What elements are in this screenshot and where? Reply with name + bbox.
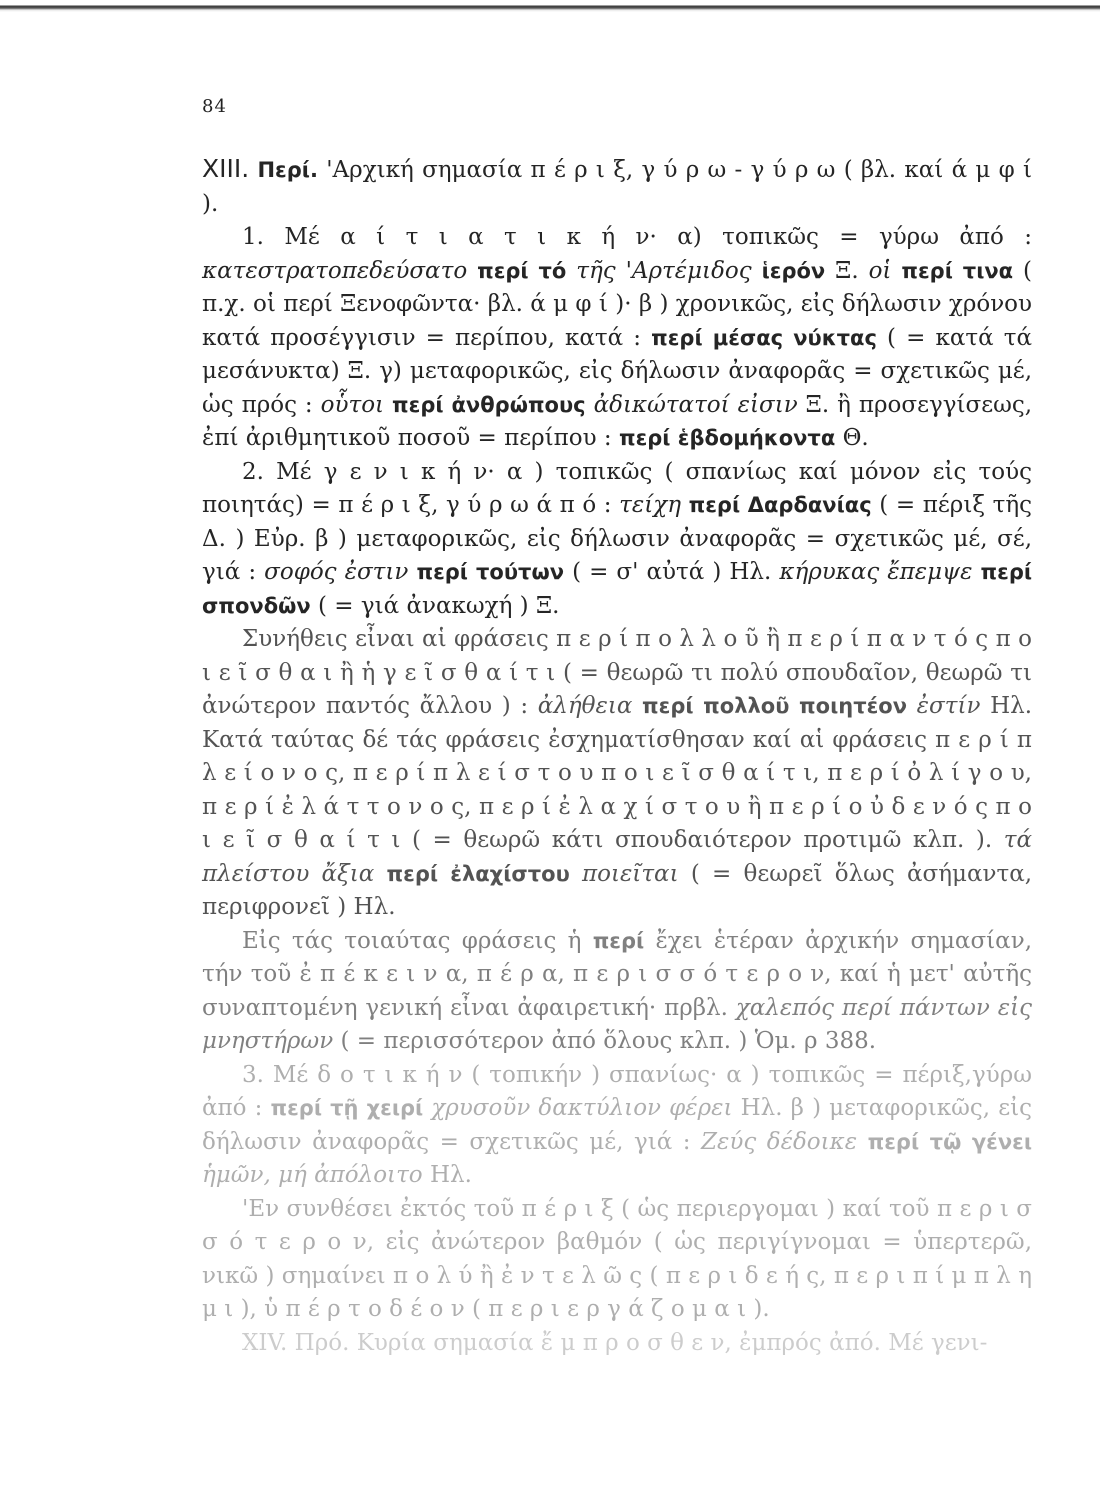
xiv-text: XIV. Πρό. Κυρία σημασία ἔ μ π ρ ο σ θ ε ν, ἐμπρός ἀπό. Μέ γενι-: [242, 1329, 988, 1356]
p3-ex2: ἐστίν: [916, 693, 981, 719]
s2-b-text: β ) μεταφορικῶς, εἰς δήλωσιν ἀναφορᾶς = σχετικῶς μέ, σέ, γιά :: [202, 525, 1033, 585]
p3-text1: Συνήθεις εἶναι αἱ φράσεις π ε ρ ί π ο λ λ ο ῦ ἢ π ε ρ ί π α ν τ ό ς π ο ι ε ῖ σ θ α ι ἢ ἡ γ ε ῖ σ θ α ί τ ι ( = θεωρῶ τι πολύ σπουδαῖον, θεωρῶ τι ἀνώτερον παντός ἄλλου ) :: [202, 626, 1032, 719]
s3-kw2: περί τῷ γένει: [867, 1129, 1033, 1154]
s3-kw: περί τῇ χειρί: [270, 1096, 424, 1120]
heading-numeral: XIII.: [202, 154, 250, 183]
s1-b-rest: ( = κατά τά μεσάνυκτα) Ξ.: [202, 324, 1032, 384]
paragraph-composition: [202, 1193, 1032, 1327]
s2-lead: 2. Μέ γ ε ν ι κ ή ν· α ) τοπικῶς ( σπανίως καί μόνον εἰς τούς ποιητάς) = π έ ρ ι ξ, γ ύ ρ ω ά π ό :: [202, 458, 1032, 518]
p4-text2: ἔχει ἑτέραν ἀρχικήν σημασίαν, τήν τοῦ ἐ π έ κ ε ι ν α, π έ ρ α, π ε ρ ι σ σ ό τ ε ρ ο ν, καί ἡ μετ' αὐτῆς συναπτομένη γενική εἶναι ἀφαιρετική· πρβλ.: [202, 927, 1033, 1021]
s1-kw1b: ἱερόν: [761, 258, 826, 283]
p3-kw2: περί ἐλαχίστου: [386, 861, 570, 886]
s3-src: Ηλ.: [429, 1162, 472, 1188]
heading-rest: 'Αρχική σημασία π έ ρ ι ξ, γ ύ ρ ω - γ ύ ρ ω ( βλ. καί ά μ φ ί ).: [202, 157, 1033, 217]
paragraph-such-phrases: [202, 925, 1032, 1059]
s1-ex2: οἱ: [868, 257, 892, 284]
s1-src1: Ξ.: [835, 257, 859, 284]
s1-ex1: κατεστρατοπεδεύσατο: [202, 257, 468, 284]
page-body: [202, 152, 1032, 1360]
s2-kw2: περί τούτων: [416, 560, 564, 584]
s3-ex: χρυσοῦν δακτύλιον φέρει: [431, 1095, 733, 1121]
s2-rest2: ( = σ' αὐτά ) Ηλ.: [572, 559, 772, 585]
page-number: 84: [202, 96, 227, 117]
s2-kw3: περί σπονδῶν: [202, 560, 1033, 618]
p3-ex3: τά πλείστου ἄξια: [202, 827, 1032, 887]
s2-rest3: ( = γιά ἀνακωχή ) Ξ.: [318, 592, 560, 619]
p4-ex: χαλεπός περί πάντων εἰς μνηστήρων: [202, 994, 1032, 1054]
p4-kw: περί: [592, 928, 645, 953]
page-top-edge: [0, 0, 1100, 12]
s1-lead: 1. Μέ α ί τ ι α τ ι κ ή ν· α) τοπικῶς = γύρω ἀπό :: [242, 224, 1032, 250]
p5-text: 'Εν συνθέσει ἐκτός τοῦ π έ ρ ι ξ ( ὡς περιεργομαι ) καί τοῦ π ε ρ ι σ σ ό τ ε ρ ο ν, εἰς ἀνώτερον βαθμόν ( ὡς περιγίγνομαι = ὑπερτερῶ, νικῶ ) σημαίνει π ο λ ύ ἢ ἐ ν τ ε λ ῶ ς ( π ε ρ ι δ ε ή ς, π ε ρ ι π ί μ π λ η μ ι ), ὑ π έ ρ τ ο δ έ ο ν ( π ε ρ ι ε ρ γ ά ζ ο μ α ι ).: [202, 1195, 1032, 1322]
section-heading-xiii: [202, 152, 1032, 221]
heading-word: Περί.: [257, 158, 318, 182]
s1-ex1b: τῆς 'Αρτέμιδος: [576, 257, 752, 284]
section-2-paragraph: [202, 456, 1032, 624]
s2-ex2: σοφός ἐστιν: [264, 559, 409, 585]
p4-text3: ( = περισσότερον ἀπό ὅλους κλπ. ) Ὁμ. ρ 388.: [340, 1028, 877, 1054]
s1-c-ex2: ἀδικώτατοί εἰσιν: [593, 391, 798, 418]
s1-b-kw: περί μέσας νύκτας: [651, 325, 877, 350]
s1-c-src2: Θ.: [842, 425, 869, 451]
s1-kw2: περί τινα: [901, 258, 1014, 283]
p3-kw: περί πολλοῦ ποιητέον: [642, 694, 908, 718]
s1-c-kw: περί ἀνθρώπους: [392, 392, 586, 417]
section-heading-xiv: [202, 1327, 1032, 1361]
s3-ex3: ἡμῶν, μή ἀπόλοιτο: [202, 1162, 423, 1188]
section-1-paragraph: [202, 221, 1032, 456]
s3-text1: 3. Μέ δ ο τ ι κ ή ν ( τοπικήν ) σπανίως· α ) τοπικῶς = πέριξ,γύρω ἀπό :: [202, 1061, 1032, 1121]
paragraph-usual-phrases: [202, 623, 1032, 925]
s1-c-text: γ) μεταφορικῶς, εἰς δήλωσιν ἀναφορᾶς = σχετικῶς μέ, ὡς πρός :: [202, 358, 1033, 418]
s2-rest1: ( = πέριξ τῆς Δ. ) Εὐρ.: [202, 492, 1033, 552]
s1-b-text: β ) χρονικῶς, εἰς δήλωσιν χρόνου κατά προσέγγισιν = περίπου, κατά :: [202, 291, 1033, 351]
s1-c-ex: οὗτοι: [320, 391, 385, 418]
s2-kw1: περί Δαρδανίας: [688, 493, 872, 517]
s1-rest2: ( π.χ. οἱ περί Ξενοφῶντα· βλ. ά μ φ ί )·: [202, 257, 1033, 317]
section-3-paragraph: [202, 1059, 1032, 1193]
s3-text2: Ηλ. β ) μεταφορικῶς, εἰς δήλωσιν ἀναφορᾶς = σχετικῶς μέ, γιά :: [202, 1095, 1033, 1155]
s1-c-kw2: περί ἑβδομήκοντα: [618, 426, 836, 450]
p3-text2: Ηλ. Κατά ταύτας δέ τάς φράσεις ἐσχηματίσθησαν καί αἱ φράσεις π ε ρ ί π λ ε ί ο ν ο ς, π ε ρ ί π λ ε ί σ τ ο υ π ο ι ε ῖ σ θ α ί τ ι, π ε ρ ί ὀ λ ί γ ο υ, π ε ρ ί ἐ λ ά τ τ ο ν ο ς, π ε ρ ί ἐ λ α χ ί σ τ ο υ ἢ π ε ρ ί ο ὐ δ ε ν ό ς π ο ι ε ῖ σ θ α ί τ ι ( = θεωρῶ κάτι σπουδαιότερον προτιμῶ κλπ. ).: [202, 693, 1033, 853]
s1-c-src: Ξ.: [805, 391, 830, 418]
s3-ex2: Ζεύς δέδοικε: [701, 1128, 858, 1155]
s2-ex3: κήρυκας ἔπεμψε: [779, 559, 973, 585]
p4-text1: Εἰς τάς τοιαύτας φράσεις ἡ: [242, 927, 582, 954]
p3-ex4: ποιεῖται: [581, 860, 679, 887]
s1-c-rest: ἢ προσεγγίσεως, ἐπί ἀριθμητικοῦ ποσοῦ = περίπου :: [202, 391, 1033, 451]
p3-text3: ( = θεωρεῖ ὅλως ἀσήμαντα, περιφρονεῖ ) Ηλ.: [202, 860, 1033, 920]
p3-ex: ἀλήθεια: [537, 693, 633, 719]
s1-kw1: περί τό: [477, 258, 567, 283]
s2-ex1: τείχη: [619, 492, 681, 518]
